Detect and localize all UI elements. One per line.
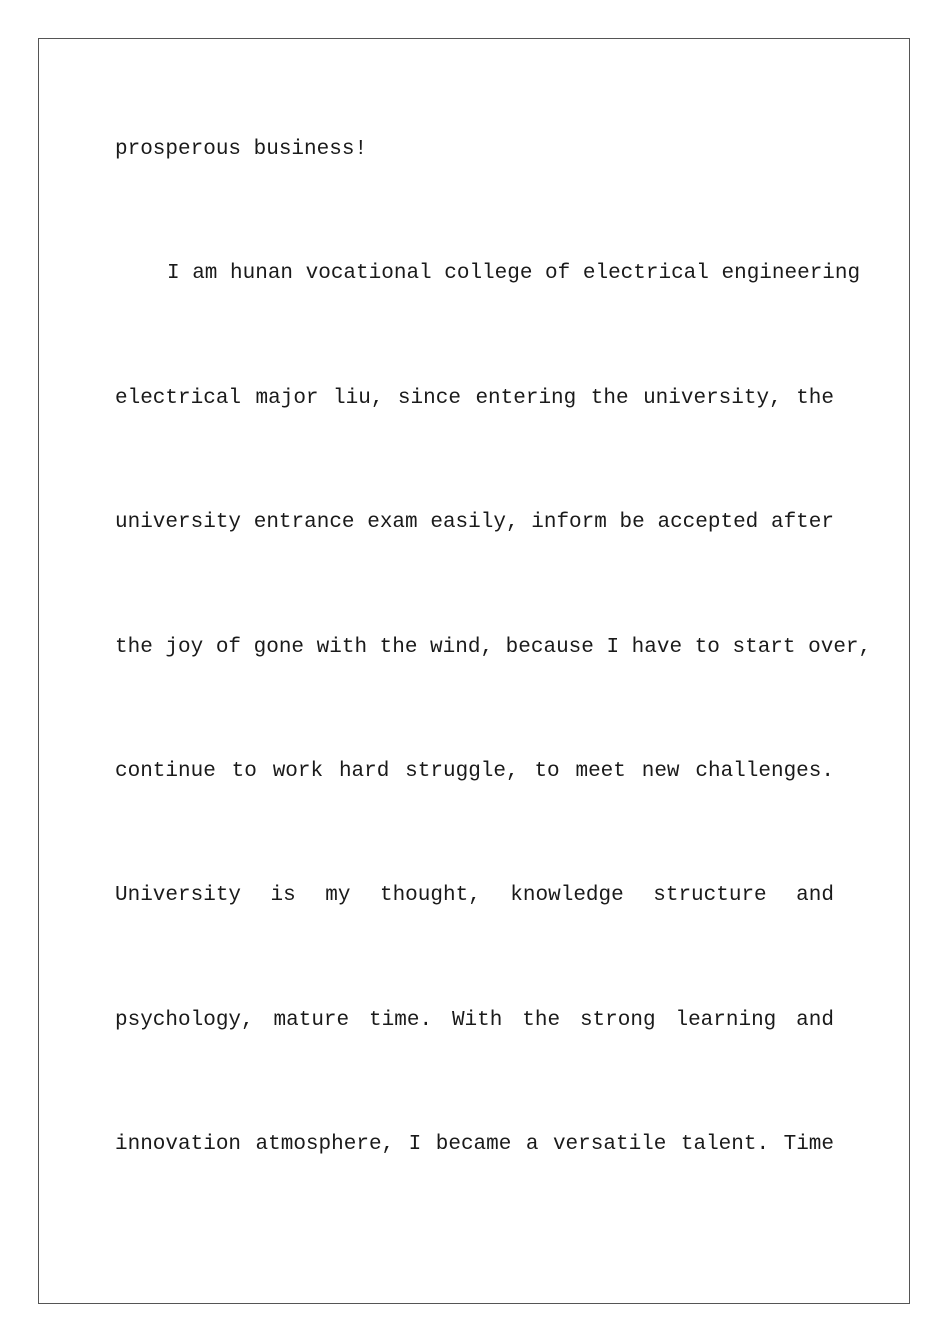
text-line-9: innovation atmosphere, I became a versatile talent. Time <box>115 1133 834 1156</box>
paragraph-first-line: I am hunan vocational college of electrical engineering <box>167 262 861 285</box>
text-line-7: University is my thought, knowledge structure and <box>115 884 834 907</box>
text-line-4: university entrance exam easily, inform be accepted after <box>115 511 834 534</box>
page-frame <box>38 38 910 1304</box>
text-line-5: the joy of gone with the wind, because I have to start over, <box>115 636 872 659</box>
text-line-8: psychology, mature time. With the strong learning and <box>115 1009 834 1032</box>
text-line-6: continue to work hard struggle, to meet new challenges. <box>115 760 834 783</box>
text-line-3: electrical major liu, since entering the university, the <box>115 387 834 410</box>
text-line-1: prosperous business! <box>115 138 368 161</box>
